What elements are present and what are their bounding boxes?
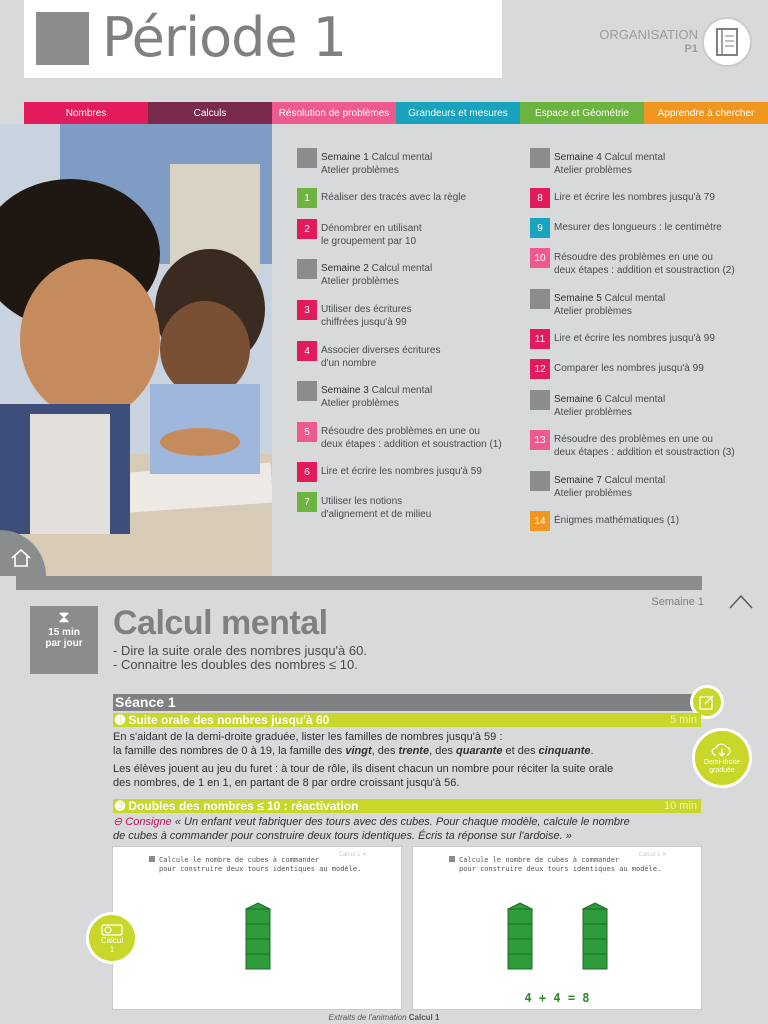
lesson-number: 4 — [297, 341, 317, 361]
cube-tower — [244, 901, 272, 971]
lesson-text2: le groupement par 10 — [321, 236, 417, 247]
consigne-text-1: « Un enfant veut fabriquer des tours avec des cubes. Pour chaque modèle, calcule le nombre — [171, 816, 630, 828]
equation: 4 + 4 = 8 — [524, 991, 590, 1005]
text-run: , des — [371, 745, 399, 757]
lesson-number: 3 — [297, 300, 317, 320]
lesson-semaine-4[interactable] — [530, 148, 754, 177]
animation-screen-2 — [412, 846, 702, 1010]
timer-badge — [30, 606, 98, 674]
lesson-week: Semaine 2 — [321, 263, 369, 274]
text-run: et des — [502, 745, 539, 757]
lesson-week: Semaine 5 — [554, 293, 602, 304]
organisation-label: ORGANISATION — [599, 27, 698, 42]
lesson-marker — [530, 471, 550, 491]
title-square — [36, 12, 89, 65]
lesson-semaine-6[interactable] — [530, 390, 754, 419]
demi-droite-button[interactable] — [692, 728, 752, 788]
step-1-paragraph-2 — [113, 762, 613, 790]
home-icon — [10, 548, 32, 568]
caption-text: Extraits de l'animation — [328, 1013, 409, 1022]
timer-duration: 15 min — [48, 627, 80, 638]
lesson-number: 11 — [530, 329, 550, 349]
tab-calculs[interactable]: Calculs — [148, 102, 272, 124]
lesson-number: 9 — [530, 218, 550, 238]
lesson-text: Résoudre des problèmes en une ou — [554, 434, 713, 445]
lesson-4[interactable] — [297, 341, 521, 370]
lesson-text: Calcul mental — [604, 293, 666, 304]
lesson-number: 12 — [530, 359, 550, 379]
pencil-icon — [699, 694, 715, 710]
objective-2: - Connaitre les doubles des nombres ≤ 10. — [113, 657, 358, 672]
lesson-text: Comparer les nombres jusqu'à 99 — [554, 363, 704, 374]
word-quarante: quarante — [456, 745, 503, 757]
lesson-8[interactable] — [530, 188, 754, 208]
lesson-text: Calcul mental — [604, 152, 666, 163]
tab-espace-geometrie[interactable]: Espace et Géométrie — [520, 102, 644, 124]
lesson-6[interactable] — [297, 462, 521, 482]
lesson-text: Énigmes mathématiques (1) — [554, 515, 680, 526]
lesson-text2: deux étapes : addition et soustraction (3) — [554, 447, 735, 458]
lesson-marker — [297, 259, 317, 279]
semaine-label: Semaine 1 — [651, 596, 704, 608]
instruction-bullet — [149, 856, 155, 862]
demi-droite-label: Demi-droite — [703, 759, 741, 766]
screens-caption — [0, 1013, 768, 1022]
lesson-text: Mesurer des longueurs : le centimètre — [554, 222, 722, 233]
lesson-semaine-1[interactable] — [297, 148, 521, 177]
consigne-label-text: Consigne — [125, 816, 172, 828]
collapse-chevron-icon[interactable] — [728, 592, 754, 610]
text-run: la famille des nombres de 0 à 19, la famille des — [113, 745, 346, 757]
lesson-12[interactable] — [530, 359, 754, 379]
lesson-marker — [297, 148, 317, 168]
lesson-text2: Atelier problèmes — [321, 165, 399, 176]
step-1-title: ➊ Suite orale des nombres jusqu'à 60 — [115, 713, 330, 727]
lesson-text: Lire et écrire les nombres jusqu'à 79 — [554, 192, 715, 203]
lesson-marker — [297, 381, 317, 401]
step-1-line-4: des nombres, de 1 en 1, en partant de 8 par ordre croissant jusqu'à 56. — [113, 777, 460, 789]
lessons-list — [272, 124, 768, 576]
lesson-number: 5 — [297, 422, 317, 442]
lesson-text2: chiffrées jusqu'à 99 — [321, 317, 407, 328]
lesson-number: 14 — [530, 511, 550, 531]
lesson-text2: Atelier problèmes — [554, 165, 632, 176]
lesson-text: Lire et écrire les nombres jusqu'à 99 — [554, 333, 715, 344]
step-1-line-2 — [113, 744, 594, 758]
demi-droite-label-2: graduée — [709, 767, 735, 774]
lesson-text2: deux étapes : addition et soustraction (2) — [554, 265, 735, 276]
lesson-2[interactable] — [297, 219, 521, 248]
lesson-semaine-5[interactable] — [530, 289, 754, 318]
text-run: . — [590, 745, 594, 757]
lesson-text2: Atelier problèmes — [554, 407, 632, 418]
projector-icon — [101, 922, 123, 936]
lesson-text: Calcul mental — [371, 152, 433, 163]
calcul-badge-number: 1 — [109, 945, 115, 954]
step-1-line-3: Les élèves jouent au jeu du furet : à tour de rôle, ils disent chacun un nombre pour réciter la suite orale — [113, 763, 614, 775]
lesson-semaine-7[interactable] — [530, 471, 754, 500]
lesson-number: 13 — [530, 430, 550, 450]
lesson-number: 2 — [297, 219, 317, 239]
lesson-text2: d'un nombre — [321, 358, 377, 369]
instruction-bullet — [449, 856, 455, 862]
tab-resolution-problemes[interactable]: Résolution de problèmes — [272, 102, 396, 124]
lesson-number: 1 — [297, 188, 317, 208]
notebook-icon[interactable] — [702, 17, 752, 67]
screen-instruction — [449, 856, 661, 874]
lesson-10[interactable] — [530, 248, 764, 277]
lesson-week: Semaine 1 — [321, 152, 369, 163]
lesson-text: Réaliser des tracés avec la règle — [321, 192, 467, 203]
step-2-time: 10 min — [663, 800, 697, 812]
lesson-text: Résoudre des problèmes en une ou — [321, 426, 480, 437]
lesson-text: Calcul mental — [604, 475, 666, 486]
lesson-text2: Atelier problèmes — [321, 398, 399, 409]
lesson-text: Utiliser les notions — [321, 496, 403, 507]
tab-nombres[interactable]: Nombres — [24, 102, 148, 124]
lesson-semaine-2[interactable] — [297, 259, 521, 288]
tab-apprendre-chercher[interactable]: Apprendre à chercher — [644, 102, 768, 124]
lesson-14[interactable] — [530, 511, 754, 531]
page-title: Période 1 — [102, 6, 347, 69]
lesson-text: Lire et écrire les nombres jusqu'à 59 — [321, 466, 482, 477]
step-1-heading — [113, 713, 701, 727]
section-objectives — [113, 644, 367, 672]
lesson-number: 10 — [530, 248, 550, 268]
instruction-line-1: Calcule le nombre de cubes à commander — [459, 856, 620, 864]
lesson-text: Calcul mental — [371, 263, 433, 274]
animation-screen-1 — [109, 846, 402, 1010]
instruction-line-1: Calcule le nombre de cubes à commander — [159, 856, 320, 864]
section-title: Calcul mental — [113, 604, 328, 642]
title-box — [24, 0, 502, 78]
lesson-text: Résoudre des problèmes en une ou — [554, 252, 713, 263]
cloud-download-icon — [710, 741, 734, 759]
lesson-text: Calcul mental — [604, 394, 666, 405]
step-1-line-1: En s'aidant de la demi-droite graduée, lister les familles de nombres jusqu'à 59 : — [113, 731, 503, 743]
domain-nav — [24, 102, 768, 124]
organisation-link[interactable] — [599, 28, 698, 56]
lesson-number: 7 — [297, 492, 317, 512]
lesson-3[interactable] — [297, 300, 521, 329]
lesson-9[interactable] — [530, 218, 754, 238]
organisation-sub: P1 — [684, 43, 698, 55]
word-cinquante: cinquante — [538, 745, 591, 757]
step-2-title: ➋ Doubles des nombres ≤ 10 : réactivation — [115, 799, 359, 813]
lesson-week: Semaine 6 — [554, 394, 602, 405]
lesson-text: Associer diverses écritures — [321, 345, 441, 356]
instruction-line-2: pour construire deux tours identiques au modèle. — [459, 865, 662, 873]
lesson-marker — [530, 289, 550, 309]
lesson-text2: Atelier problèmes — [554, 306, 632, 317]
lesson-text2: Atelier problèmes — [321, 276, 399, 287]
hourglass-icon: ⧗ — [58, 609, 70, 626]
text-run: , des — [429, 745, 456, 757]
lesson-text: Calcul mental — [371, 385, 433, 396]
screen-corner-label: Calcul 1 ✕ — [638, 852, 667, 858]
lesson-11[interactable] — [530, 329, 754, 349]
lesson-text2: deux étapes : addition et soustraction (1) — [321, 439, 502, 450]
calcul-animation-button[interactable] — [86, 912, 138, 964]
lesson-text2: Atelier problèmes — [554, 488, 632, 499]
step-1-paragraph-1 — [113, 730, 594, 758]
calcul-badge-label: Calcul — [100, 936, 124, 945]
step-2-heading — [113, 799, 701, 813]
classroom-photo — [0, 124, 272, 576]
word-vingt: vingt — [345, 745, 372, 757]
lesson-1[interactable] — [297, 188, 521, 208]
lesson-semaine-3[interactable] — [297, 381, 521, 410]
lesson-text: Utiliser des écritures — [321, 304, 412, 315]
lesson-marker — [530, 148, 550, 168]
consigne-label: ⊖ Consigne — [113, 816, 172, 828]
consigne-text-2: de cubes à commander pour construire deux tours identiques. Écris ta réponse sur l'ardoise. » — [113, 830, 572, 842]
caption-bold: Calcul 1 — [408, 1013, 440, 1022]
screen-corner-label: Calcul 1 ✕ — [338, 852, 367, 858]
header — [0, 0, 768, 100]
lesson-number: 8 — [530, 188, 550, 208]
section-divider — [16, 576, 702, 590]
consigne — [113, 815, 673, 843]
lesson-7[interactable] — [297, 492, 521, 521]
timer-frequency: par jour — [45, 638, 83, 649]
screen-instruction — [149, 856, 361, 874]
instruction-line-2: pour construire deux tours identiques au modèle. — [159, 865, 362, 873]
lesson-text2: d'alignement et de milieu — [321, 509, 432, 520]
seance-heading: Séance 1 — [113, 694, 701, 711]
lesson-5[interactable] — [297, 422, 531, 451]
step-1-time: 5 min — [670, 714, 697, 726]
cube-tower — [581, 901, 609, 971]
objective-1: - Dire la suite orale des nombres jusqu'à 60. — [113, 643, 367, 658]
lesson-marker — [530, 390, 550, 410]
word-trente: trente — [398, 745, 430, 757]
lesson-number: 6 — [297, 462, 317, 482]
lesson-week: Semaine 4 — [554, 152, 602, 163]
lesson-week: Semaine 3 — [321, 385, 369, 396]
lesson-week: Semaine 7 — [554, 475, 602, 486]
cube-tower — [506, 901, 534, 971]
lesson-text: Dénombrer en utilisant — [321, 223, 422, 234]
lesson-13[interactable] — [530, 430, 764, 459]
tab-grandeurs-mesures[interactable]: Grandeurs et mesures — [396, 102, 520, 124]
